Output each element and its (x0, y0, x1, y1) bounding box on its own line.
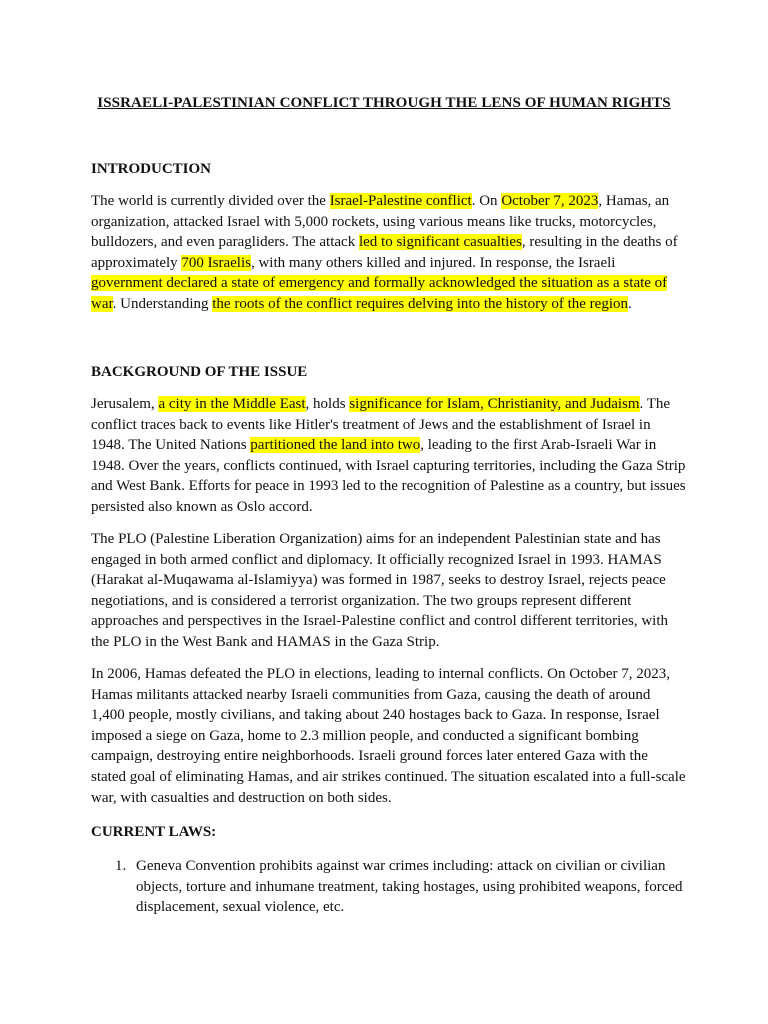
highlighted-text: a city in the Middle East (158, 396, 306, 412)
current-laws-heading: CURRENT LAWS: (91, 824, 217, 840)
highlighted-text: 700 Israelis (181, 254, 251, 271)
list-item-number: 1. (115, 858, 127, 874)
introduction-heading: INTRODUCTION (91, 161, 212, 177)
highlighted-text: partitioned the land into two (250, 437, 421, 454)
highlighted-text: the roots of the conflict requires delving into the history of the region (212, 295, 628, 312)
background-heading: BACKGROUND OF THE ISSUE (91, 364, 308, 380)
background-paragraph-2: The PLO (Palestine Liberation Organization) aims for an independent Palestinian state and has engaged in both armed conflict and diplomacy. It officially recognized Israel in 1993. HAMAS (Harakat al-Muqawama al-Islamiyya) was formed in 1987, seeks to destroy Israel, rejects peace negotiations, and is considered a terrorist organization. The two groups represent different approaches and perspectives in the Israel-Palestine conflict and control different territories, with the PLO in the West Bank and HAMAS in the Gaza Strip. (91, 531, 669, 650)
highlighted-text: significance for Islam, Christianity, and Judaism (349, 396, 640, 412)
document-title: ISSRAELI-PALESTINIAN CONFLICT THROUGH THE LENS OF HUMAN RIGHTS (97, 95, 671, 111)
current-laws-list (91, 856, 686, 918)
highlighted-text: October 7, 2023 (501, 193, 599, 209)
list-item (91, 856, 686, 918)
list-item-text: Geneva Convention prohibits against war crimes including: attack on civilian or civilian objects, torture and inhumane treatment, taking hostages, using prohibited weapons, forced displacement, sexual violence, etc. (136, 858, 683, 916)
highlighted-text: Israel-Palestine conflict (329, 193, 472, 209)
introduction-paragraph: The world is currently divided over the Israel-Palestine conflict. On October 7, 2023, Hamas, an organization, attacked Israel with 5,000 rockets, using various means like trucks, motorcycles, bulldozers, and even paragliders. The attack led to significant casualties, resulting in the deaths of approximately 700 Israelis, with many others killed and injured. In response, the Israeli government declared a state of emergency and formally acknowledged the situation as a state of war. Understanding the roots of the conflict requires delving into the history of the region. (91, 193, 678, 312)
background-paragraph-1: Jerusalem, a city in the Middle East, holds significance for Islam, Christianity, and Judaism. The conflict traces back to events like Hitler's treatment of Jews and the establishment of Israel in 1948. The United Nations partitioned the land into two, leading to the first Arab-Israeli War in 1948. Over the years, conflicts continued, with Israel capturing territories, including the Gaza Strip and West Bank. Efforts for peace in 1993 led to the recognition of Palestine as a country, but issues persisted also known as Oslo accord. (91, 396, 686, 515)
background-paragraph-3: In 2006, Hamas defeated the PLO in elections, leading to internal conflicts. On October 7, 2023, Hamas militants attacked nearby Israeli communities from Gaza, causing the death of around 1,400 people, mostly civilians, and taking about 240 hostages back to Gaza. In response, Israel imposed a siege on Gaza, home to 2.3 million people, and conducted a significant bombing campaign, destroying entire neighborhoods. Israeli ground forces later entered Gaza with the stated goal of eliminating Hamas, and air strikes continued. The situation escalated into a full-scale war, with casualties and destruction on both sides. (91, 666, 686, 806)
highlighted-text: government declared a state of emergency and formally acknowledged the situation as a state of war (91, 275, 668, 312)
highlighted-text: led to significant casualties (358, 234, 522, 251)
